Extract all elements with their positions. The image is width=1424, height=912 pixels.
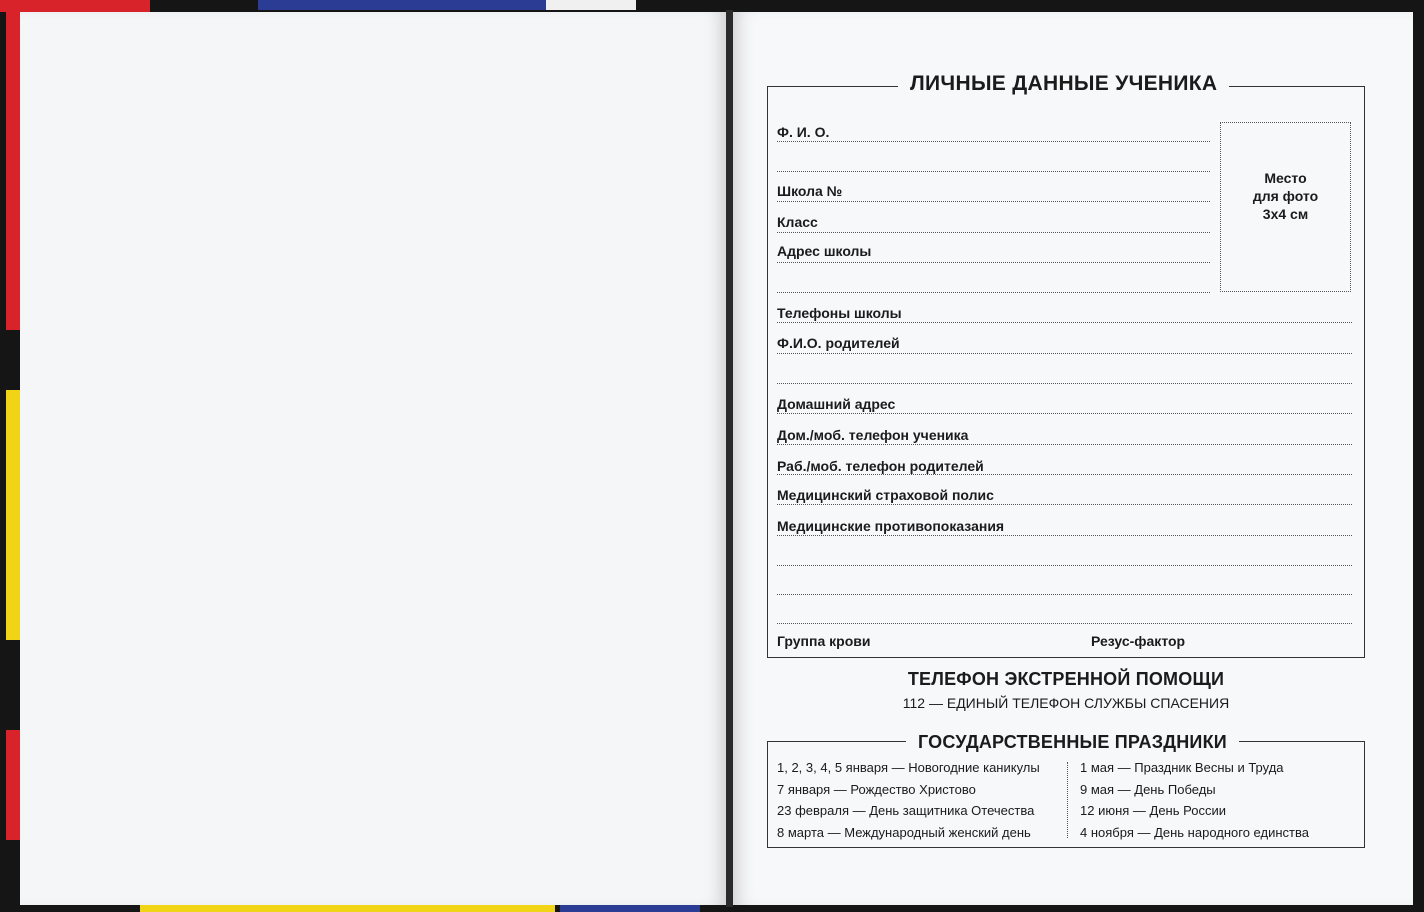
cover-red-edge-left-lower bbox=[6, 730, 20, 840]
emergency-title: ТЕЛЕФОН ЭКСТРЕННОЙ ПОМОЩИ bbox=[907, 669, 1225, 689]
holidays-divider bbox=[1067, 762, 1068, 838]
holiday-item: 8 марта — Международный женский день bbox=[777, 824, 1031, 840]
label-parents-fio: Ф.И.О. родителей bbox=[777, 335, 900, 351]
cover-white-edge-top bbox=[546, 0, 636, 10]
line-school-phones[interactable] bbox=[777, 322, 1352, 323]
cover-yellow-edge-left bbox=[6, 390, 20, 640]
holiday-item: 9 мая — День Победы bbox=[1080, 781, 1216, 797]
line-parents-fio-2[interactable] bbox=[777, 383, 1352, 384]
label-class: Класс bbox=[777, 214, 818, 230]
holidays-right-list bbox=[1080, 757, 1309, 843]
line-contraindications-4[interactable] bbox=[777, 623, 1352, 624]
book-gutter bbox=[726, 10, 733, 907]
cover-blue-edge-top bbox=[258, 0, 546, 10]
holidays-title: ГОСУДАРСТВЕННЫЕ ПРАЗДНИКИ bbox=[906, 730, 1239, 754]
holiday-item: 1, 2, 3, 4, 5 января — Новогодние каникулы bbox=[777, 760, 1040, 775]
line-contraindications-1[interactable] bbox=[777, 535, 1352, 536]
label-contraindications: Медицинские противопоказания bbox=[777, 518, 1005, 534]
line-class[interactable] bbox=[777, 232, 1210, 233]
personal-data-title: ЛИЧНЫЕ ДАННЫЕ УЧЕНИКА bbox=[898, 70, 1229, 98]
cover-blue-edge-bottom bbox=[560, 905, 700, 912]
left-page-blank bbox=[20, 12, 726, 905]
cover-yellow-edge-bottom bbox=[140, 905, 555, 912]
line-contraindications-2[interactable] bbox=[777, 565, 1352, 566]
label-student-phone: Дом./моб. телефон ученика bbox=[777, 427, 969, 443]
emergency-subtitle: 112 — ЕДИНЫЙ ТЕЛЕФОН СЛУЖБЫ СПАСЕНИЯ bbox=[902, 695, 1230, 711]
photo-placeholder bbox=[1220, 122, 1351, 292]
cover-red-edge-top bbox=[0, 0, 150, 12]
photo-line-3: 3х4 см bbox=[1262, 206, 1309, 222]
label-school-address: Адрес школы bbox=[777, 243, 872, 259]
line-home-address[interactable] bbox=[777, 413, 1352, 414]
line-student-phone[interactable] bbox=[777, 444, 1352, 445]
photo-line-2: для фото bbox=[1252, 188, 1319, 204]
line-parents-work-phone[interactable] bbox=[777, 474, 1352, 475]
label-parents-work-phone: Раб./моб. телефон родителей bbox=[777, 458, 984, 474]
label-blood-group: Группа крови bbox=[777, 633, 871, 649]
line-fio-2[interactable] bbox=[777, 171, 1210, 172]
line-school-address-1[interactable] bbox=[777, 262, 1210, 263]
line-contraindications-3[interactable] bbox=[777, 594, 1352, 595]
holiday-item: 23 февраля — День защитника Отечества bbox=[777, 803, 1035, 818]
holidays-left-list bbox=[777, 757, 1040, 843]
cover-red-edge-left bbox=[6, 0, 20, 330]
label-home-address: Домашний адрес bbox=[777, 396, 896, 412]
holiday-item: 12 июня — День России bbox=[1080, 803, 1226, 818]
line-fio-1[interactable] bbox=[777, 141, 1210, 142]
line-parents-fio-1[interactable] bbox=[777, 353, 1352, 354]
photo-line-1: Место bbox=[1264, 170, 1307, 186]
line-school-no[interactable] bbox=[777, 201, 1210, 202]
holiday-item: 4 ноября — День народного единства bbox=[1080, 824, 1309, 840]
line-insurance[interactable] bbox=[777, 504, 1352, 505]
line-school-address-2[interactable] bbox=[777, 292, 1210, 293]
holiday-item: 7 января — Рождество Христово bbox=[777, 781, 976, 797]
label-insurance: Медицинский страховой полис bbox=[777, 487, 994, 503]
label-rh-factor: Резус-фактор bbox=[1091, 633, 1186, 649]
label-school-no: Школа № bbox=[777, 183, 843, 199]
label-school-phones: Телефоны школы bbox=[777, 305, 902, 321]
holiday-item: 1 мая — Праздник Весны и Труда bbox=[1080, 760, 1284, 775]
label-fio: Ф. И. О. bbox=[777, 124, 830, 140]
